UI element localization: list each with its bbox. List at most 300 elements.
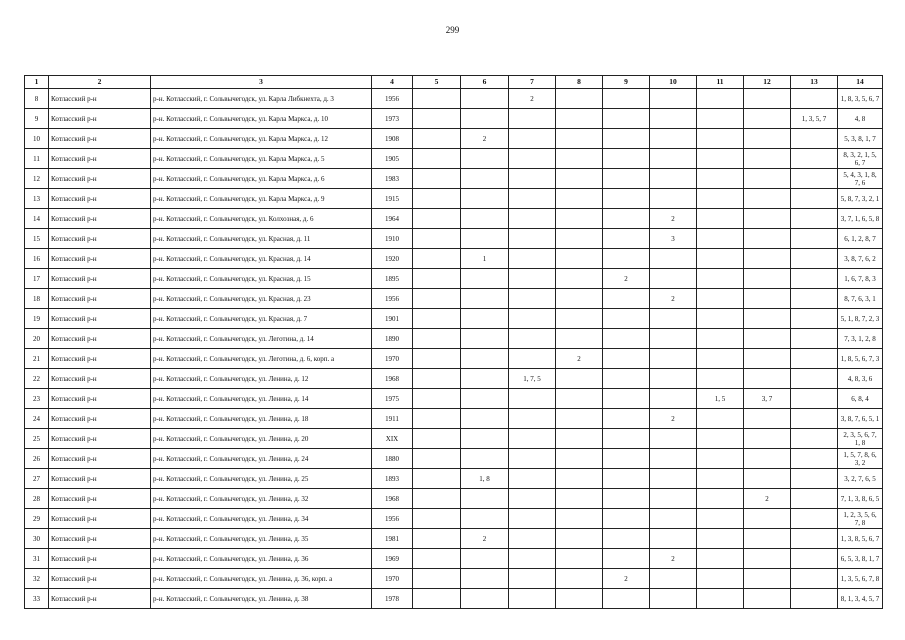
row-number: 16 — [25, 249, 49, 269]
col5-cell — [413, 189, 461, 209]
col13-cell — [791, 449, 838, 469]
col8-cell: 2 — [556, 349, 603, 369]
col12-cell — [744, 129, 791, 149]
table-row — [25, 189, 883, 209]
column-header: 14 — [838, 76, 883, 89]
district-cell: Котласский р-н — [49, 369, 151, 389]
col7-cell — [509, 529, 556, 549]
table-row — [25, 449, 883, 469]
col9-cell — [603, 129, 650, 149]
table-row — [25, 349, 883, 369]
col6-cell — [461, 229, 509, 249]
row-number: 19 — [25, 309, 49, 329]
column-header: 2 — [49, 76, 151, 89]
year-cell: 1956 — [372, 509, 413, 529]
col7-cell — [509, 349, 556, 369]
col13-cell — [791, 209, 838, 229]
year-cell: 1968 — [372, 489, 413, 509]
year-cell: 1908 — [372, 129, 413, 149]
year-cell: 1970 — [372, 569, 413, 589]
column-header: 11 — [697, 76, 744, 89]
address-cell: р-н. Котласский, г. Сольвычегодск, ул. Ленина, д. 35 — [151, 529, 372, 549]
year-cell: 1910 — [372, 229, 413, 249]
col11-cell — [697, 109, 744, 129]
col14-cell: 5, 1, 8, 7, 2, 3 — [838, 309, 883, 329]
col13-cell — [791, 329, 838, 349]
year-cell: 1956 — [372, 289, 413, 309]
col11-cell — [697, 469, 744, 489]
col13-cell — [791, 189, 838, 209]
year-cell: 1920 — [372, 249, 413, 269]
address-cell: р-н. Котласский, г. Сольвычегодск, ул. Карла Маркса, д. 5 — [151, 149, 372, 169]
district-cell: Котласский р-н — [49, 489, 151, 509]
col12-cell — [744, 549, 791, 569]
table-row — [25, 489, 883, 509]
col7-cell — [509, 289, 556, 309]
table-row — [25, 109, 883, 129]
col14-cell: 1, 5, 7, 8, 6, 3, 2 — [838, 449, 883, 469]
col6-cell — [461, 509, 509, 529]
col6-cell — [461, 269, 509, 289]
col6-cell — [461, 149, 509, 169]
year-cell: 1956 — [372, 89, 413, 109]
col11-cell — [697, 549, 744, 569]
col14-cell: 5, 8, 7, 3, 2, 1 — [838, 189, 883, 209]
col11-cell — [697, 349, 744, 369]
col8-cell — [556, 89, 603, 109]
col13-cell — [791, 229, 838, 249]
row-number: 33 — [25, 589, 49, 609]
col8-cell — [556, 309, 603, 329]
col10-cell — [650, 449, 697, 469]
col9-cell — [603, 529, 650, 549]
district-cell: Котласский р-н — [49, 89, 151, 109]
col14-cell: 2, 3, 5, 6, 7, 1, 8 — [838, 429, 883, 449]
col5-cell — [413, 409, 461, 429]
address-cell: р-н. Котласский, г. Сольвычегодск, ул. Ленина, д. 25 — [151, 469, 372, 489]
col13-cell — [791, 289, 838, 309]
district-cell: Котласский р-н — [49, 509, 151, 529]
col6-cell: 2 — [461, 129, 509, 149]
district-cell: Котласский р-н — [49, 329, 151, 349]
col13-cell — [791, 169, 838, 189]
col10-cell — [650, 109, 697, 129]
row-number: 25 — [25, 429, 49, 449]
col5-cell — [413, 309, 461, 329]
year-cell: 1893 — [372, 469, 413, 489]
col5-cell — [413, 209, 461, 229]
col10-cell — [650, 469, 697, 489]
col6-cell — [461, 589, 509, 609]
col6-cell: 2 — [461, 529, 509, 549]
address-cell: р-н. Котласский, г. Сольвычегодск, ул. Красная, д. 14 — [151, 249, 372, 269]
col11-cell: 1, 5 — [697, 389, 744, 409]
col5-cell — [413, 169, 461, 189]
col12-cell — [744, 429, 791, 449]
column-header: 6 — [461, 76, 509, 89]
col12-cell: 3, 7 — [744, 389, 791, 409]
district-cell: Котласский р-н — [49, 429, 151, 449]
page-number: 299 — [445, 25, 460, 35]
col14-cell: 1, 8, 3, 5, 6, 7 — [838, 89, 883, 109]
col7-cell — [509, 589, 556, 609]
row-number: 21 — [25, 349, 49, 369]
col9-cell — [603, 249, 650, 269]
row-number: 31 — [25, 549, 49, 569]
col12-cell — [744, 449, 791, 469]
col11-cell — [697, 249, 744, 269]
col13-cell — [791, 249, 838, 269]
year-cell: 1901 — [372, 309, 413, 329]
col5-cell — [413, 369, 461, 389]
address-cell: р-н. Котласский, г. Сольвычегодск, ул. Красная, д. 15 — [151, 269, 372, 289]
col11-cell — [697, 329, 744, 349]
table-row — [25, 529, 883, 549]
col9-cell — [603, 149, 650, 169]
col9-cell — [603, 429, 650, 449]
column-header: 12 — [744, 76, 791, 89]
col9-cell: 2 — [603, 269, 650, 289]
row-number: 27 — [25, 469, 49, 489]
year-cell: 1911 — [372, 409, 413, 429]
col5-cell — [413, 589, 461, 609]
col14-cell: 3, 2, 7, 6, 5 — [838, 469, 883, 489]
col5-cell — [413, 529, 461, 549]
table-row — [25, 329, 883, 349]
year-cell: 1964 — [372, 209, 413, 229]
col9-cell — [603, 589, 650, 609]
col10-cell — [650, 489, 697, 509]
col6-cell — [461, 329, 509, 349]
district-cell: Котласский р-н — [49, 589, 151, 609]
year-cell: 1975 — [372, 389, 413, 409]
col6-cell — [461, 169, 509, 189]
col7-cell — [509, 209, 556, 229]
district-cell: Котласский р-н — [49, 469, 151, 489]
year-cell: 1983 — [372, 169, 413, 189]
col7-cell — [509, 489, 556, 509]
col8-cell — [556, 189, 603, 209]
col13-cell — [791, 309, 838, 329]
col12-cell — [744, 149, 791, 169]
district-cell: Котласский р-н — [49, 569, 151, 589]
col8-cell — [556, 509, 603, 529]
district-cell: Котласский р-н — [49, 389, 151, 409]
col13-cell — [791, 429, 838, 449]
table-row — [25, 409, 883, 429]
col8-cell — [556, 129, 603, 149]
col10-cell — [650, 349, 697, 369]
col9-cell — [603, 329, 650, 349]
col7-cell — [509, 149, 556, 169]
table-row — [25, 169, 883, 189]
col9-cell — [603, 309, 650, 329]
col12-cell — [744, 409, 791, 429]
table-row — [25, 149, 883, 169]
col8-cell — [556, 269, 603, 289]
col7-cell — [509, 409, 556, 429]
address-cell: р-н. Котласский, г. Сольвычегодск, ул. Ленина, д. 36 — [151, 549, 372, 569]
col5-cell — [413, 449, 461, 469]
col13-cell — [791, 149, 838, 169]
district-cell: Котласский р-н — [49, 229, 151, 249]
col14-cell: 6, 5, 3, 8, 1, 7 — [838, 549, 883, 569]
col8-cell — [556, 169, 603, 189]
data-table — [24, 75, 883, 609]
col8-cell — [556, 109, 603, 129]
col9-cell — [603, 229, 650, 249]
column-header: 13 — [791, 76, 838, 89]
col14-cell: 4, 8, 3, 6 — [838, 369, 883, 389]
col7-cell — [509, 549, 556, 569]
col14-cell: 7, 1, 3, 8, 6, 5 — [838, 489, 883, 509]
col5-cell — [413, 389, 461, 409]
col14-cell: 8, 3, 2, 1, 5, 6, 7 — [838, 149, 883, 169]
col5-cell — [413, 329, 461, 349]
col9-cell — [603, 449, 650, 469]
col13-cell — [791, 409, 838, 429]
table-row — [25, 249, 883, 269]
col8-cell — [556, 209, 603, 229]
address-cell: р-н. Котласский, г. Сольвычегодск, ул. Карла Маркса, д. 12 — [151, 129, 372, 149]
col6-cell — [461, 549, 509, 569]
col9-cell — [603, 189, 650, 209]
year-cell: XIX — [372, 429, 413, 449]
col5-cell — [413, 569, 461, 589]
col6-cell — [461, 189, 509, 209]
col10-cell: 2 — [650, 209, 697, 229]
table-row — [25, 269, 883, 289]
col12-cell — [744, 289, 791, 309]
col10-cell — [650, 329, 697, 349]
address-cell: р-н. Котласский, г. Сольвычегодск, ул. Леготина, д. 14 — [151, 329, 372, 349]
col12-cell — [744, 109, 791, 129]
address-cell: р-н. Котласский, г. Сольвычегодск, ул. Красная, д. 7 — [151, 309, 372, 329]
year-cell: 1978 — [372, 589, 413, 609]
col7-cell — [509, 309, 556, 329]
col13-cell — [791, 549, 838, 569]
col10-cell — [650, 169, 697, 189]
table-row — [25, 369, 883, 389]
col10-cell — [650, 589, 697, 609]
col11-cell — [697, 189, 744, 209]
row-number: 17 — [25, 269, 49, 289]
column-header: 8 — [556, 76, 603, 89]
col11-cell — [697, 449, 744, 469]
column-header: 4 — [372, 76, 413, 89]
col14-cell: 1, 8, 5, 6, 7, 3 — [838, 349, 883, 369]
col12-cell — [744, 329, 791, 349]
col10-cell: 2 — [650, 549, 697, 569]
col5-cell — [413, 469, 461, 489]
col11-cell — [697, 269, 744, 289]
column-header: 5 — [413, 76, 461, 89]
col5-cell — [413, 149, 461, 169]
year-cell: 1895 — [372, 269, 413, 289]
col10-cell — [650, 429, 697, 449]
table-body — [25, 89, 883, 609]
col9-cell: 2 — [603, 569, 650, 589]
col5-cell — [413, 509, 461, 529]
col6-cell — [461, 309, 509, 329]
col9-cell — [603, 469, 650, 489]
col6-cell — [461, 429, 509, 449]
col8-cell — [556, 369, 603, 389]
row-number: 12 — [25, 169, 49, 189]
col9-cell — [603, 549, 650, 569]
row-number: 30 — [25, 529, 49, 549]
col7-cell — [509, 389, 556, 409]
col14-cell: 1, 3, 5, 6, 7, 8 — [838, 569, 883, 589]
column-header: 3 — [151, 76, 372, 89]
col11-cell — [697, 529, 744, 549]
col14-cell: 7, 3, 1, 2, 8 — [838, 329, 883, 349]
col7-cell — [509, 269, 556, 289]
col14-cell: 1, 3, 8, 5, 6, 7 — [838, 529, 883, 549]
col6-cell — [461, 409, 509, 429]
col6-cell — [461, 489, 509, 509]
year-cell: 1890 — [372, 329, 413, 349]
district-cell: Котласский р-н — [49, 169, 151, 189]
address-cell: р-н. Котласский, г. Сольвычегодск, ул. Карла Либкнехта, д. 3 — [151, 89, 372, 109]
row-number: 26 — [25, 449, 49, 469]
table-row — [25, 229, 883, 249]
col11-cell — [697, 589, 744, 609]
table-header-row — [25, 76, 883, 89]
col5-cell — [413, 429, 461, 449]
address-cell: р-н. Котласский, г. Сольвычегодск, ул. Ленина, д. 20 — [151, 429, 372, 449]
col10-cell: 2 — [650, 409, 697, 429]
district-cell: Котласский р-н — [49, 209, 151, 229]
col5-cell — [413, 109, 461, 129]
row-number: 9 — [25, 109, 49, 129]
row-number: 22 — [25, 369, 49, 389]
col10-cell — [650, 189, 697, 209]
col10-cell — [650, 529, 697, 549]
row-number: 24 — [25, 409, 49, 429]
col9-cell — [603, 489, 650, 509]
address-cell: р-н. Котласский, г. Сольвычегодск, ул. Ленина, д. 24 — [151, 449, 372, 469]
col14-cell: 4, 8 — [838, 109, 883, 129]
col5-cell — [413, 289, 461, 309]
col13-cell: 1, 3, 5, 7 — [791, 109, 838, 129]
col6-cell — [461, 569, 509, 589]
table-row — [25, 309, 883, 329]
col7-cell — [509, 469, 556, 489]
col8-cell — [556, 409, 603, 429]
district-cell: Котласский р-н — [49, 289, 151, 309]
col10-cell — [650, 129, 697, 149]
col5-cell — [413, 349, 461, 369]
table-row — [25, 549, 883, 569]
col11-cell — [697, 489, 744, 509]
district-cell: Котласский р-н — [49, 249, 151, 269]
col10-cell — [650, 569, 697, 589]
col13-cell — [791, 269, 838, 289]
address-cell: р-н. Котласский, г. Сольвычегодск, ул. Карла Маркса, д. 10 — [151, 109, 372, 129]
col12-cell: 2 — [744, 489, 791, 509]
district-cell: Котласский р-н — [49, 549, 151, 569]
table-row — [25, 469, 883, 489]
address-cell: р-н. Котласский, г. Сольвычегодск, ул. Карла Маркса, д. 9 — [151, 189, 372, 209]
table-row — [25, 129, 883, 149]
col7-cell — [509, 569, 556, 589]
col5-cell — [413, 269, 461, 289]
col7-cell — [509, 169, 556, 189]
table-row — [25, 509, 883, 529]
col11-cell — [697, 129, 744, 149]
col8-cell — [556, 549, 603, 569]
col8-cell — [556, 429, 603, 449]
col7-cell — [509, 129, 556, 149]
col8-cell — [556, 569, 603, 589]
col11-cell — [697, 89, 744, 109]
col5-cell — [413, 129, 461, 149]
col11-cell — [697, 409, 744, 429]
col8-cell — [556, 249, 603, 269]
col14-cell: 8, 7, 6, 3, 1 — [838, 289, 883, 309]
col6-cell — [461, 289, 509, 309]
col8-cell — [556, 469, 603, 489]
col7-cell — [509, 449, 556, 469]
col8-cell — [556, 529, 603, 549]
col6-cell: 1 — [461, 249, 509, 269]
col9-cell — [603, 509, 650, 529]
col7-cell — [509, 109, 556, 129]
col14-cell: 3, 8, 7, 6, 2 — [838, 249, 883, 269]
col12-cell — [744, 529, 791, 549]
col10-cell — [650, 249, 697, 269]
col10-cell — [650, 369, 697, 389]
col12-cell — [744, 509, 791, 529]
col12-cell — [744, 189, 791, 209]
year-cell: 1905 — [372, 149, 413, 169]
address-cell: р-н. Котласский, г. Сольвычегодск, ул. Ленина, д. 18 — [151, 409, 372, 429]
col8-cell — [556, 329, 603, 349]
col13-cell — [791, 469, 838, 489]
col14-cell: 6, 8, 4 — [838, 389, 883, 409]
col12-cell — [744, 349, 791, 369]
address-cell: р-н. Котласский, г. Сольвычегодск, ул. Колхозная, д. 6 — [151, 209, 372, 229]
col8-cell — [556, 489, 603, 509]
col8-cell — [556, 589, 603, 609]
col6-cell: 1, 8 — [461, 469, 509, 489]
col7-cell — [509, 189, 556, 209]
col5-cell — [413, 549, 461, 569]
row-number: 14 — [25, 209, 49, 229]
col10-cell — [650, 269, 697, 289]
col6-cell — [461, 449, 509, 469]
table-row — [25, 209, 883, 229]
col10-cell — [650, 149, 697, 169]
table-row — [25, 289, 883, 309]
col5-cell — [413, 89, 461, 109]
col10-cell — [650, 509, 697, 529]
col6-cell — [461, 349, 509, 369]
col12-cell — [744, 269, 791, 289]
col6-cell — [461, 209, 509, 229]
address-cell: р-н. Котласский, г. Сольвычегодск, ул. Леготина, д. 6, корп. а — [151, 349, 372, 369]
col14-cell: 5, 3, 8, 1, 7 — [838, 129, 883, 149]
col9-cell — [603, 289, 650, 309]
col12-cell — [744, 249, 791, 269]
col13-cell — [791, 89, 838, 109]
col13-cell — [791, 569, 838, 589]
col9-cell — [603, 169, 650, 189]
address-cell: р-н. Котласский, г. Сольвычегодск, ул. Ленина, д. 12 — [151, 369, 372, 389]
year-cell: 1968 — [372, 369, 413, 389]
col14-cell: 3, 8, 7, 6, 5, 1 — [838, 409, 883, 429]
